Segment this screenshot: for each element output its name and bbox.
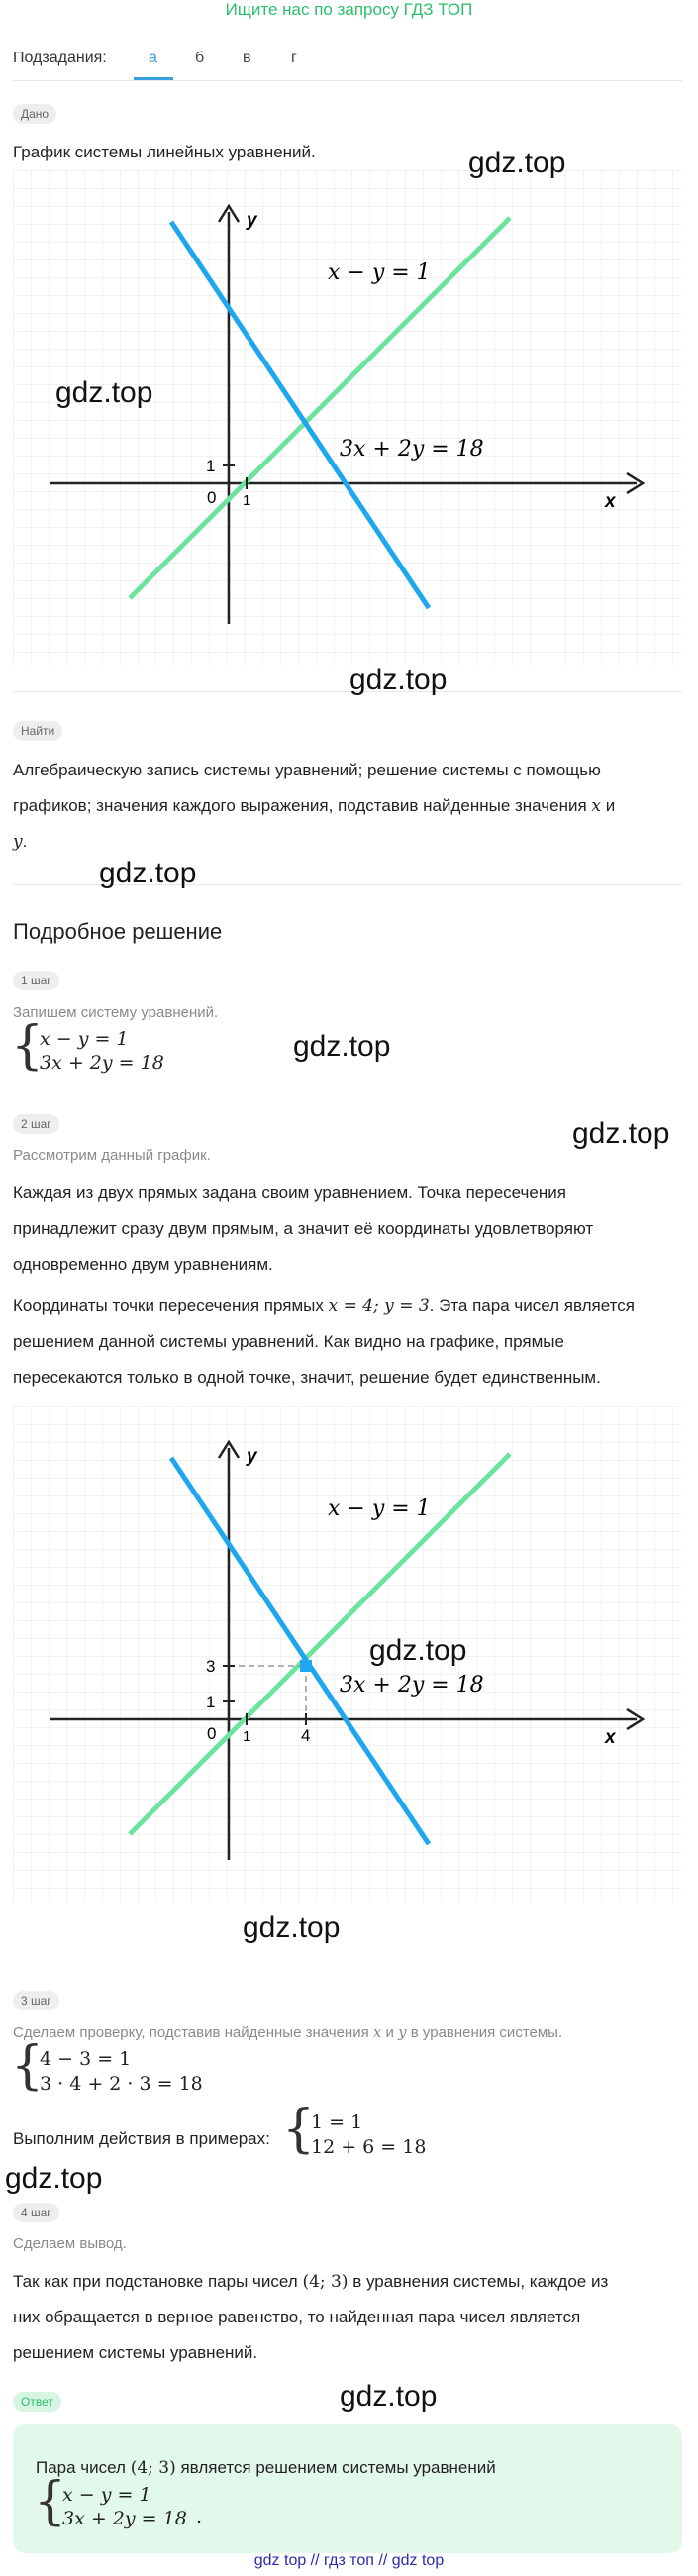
step3-result-brace: { xyxy=(282,2100,316,2159)
step2-p2-text-a: Координаты точки пересечения прямых xyxy=(13,1296,324,1315)
tick-label-y1: 1 xyxy=(206,1693,216,1711)
tick-label-x4: 4 xyxy=(301,1726,311,1745)
given-text: График системы линейных уравнений. xyxy=(13,143,316,161)
step1-pill: 1 шаг xyxy=(13,971,59,990)
eq-green-label: x − y = 1 xyxy=(328,260,431,285)
graph-2 xyxy=(13,1406,682,1902)
step1-brace: { xyxy=(11,1016,45,1076)
step3-res2: 12 + 6 = 18 xyxy=(311,2136,427,2158)
step3-eq2: 3 · 4 + 2 · 3 = 18 xyxy=(40,2073,203,2095)
step4-line1-a: Так как при подстановке пары чисел xyxy=(13,2272,298,2291)
tick-label-y1: 1 xyxy=(206,457,216,475)
step4-pill: 4 шаг xyxy=(13,2203,59,2222)
watermark: gdz.top xyxy=(340,2380,438,2413)
step3-action-text: Выполним действия в примерах: xyxy=(13,2129,270,2148)
step3-caption-a: Сделаем проверку, подставив найденные значения xyxy=(13,2024,369,2041)
tab-v[interactable]: в xyxy=(243,50,251,66)
step4-line2: них обращается в верное равенство, то найденная пара чисел является xyxy=(13,2308,581,2326)
watermark: gdz.top xyxy=(55,376,153,409)
step3-brace: { xyxy=(11,2036,45,2096)
x-label: x xyxy=(605,491,616,512)
find-var-y: y xyxy=(13,832,23,852)
step4-line1-b: в уравнения системы, каждое из xyxy=(352,2272,609,2291)
answer-pair: (4; 3) xyxy=(130,2458,176,2478)
answer-pill: Ответ xyxy=(13,2392,61,2412)
step1-eq1: x − y = 1 xyxy=(40,1028,129,1050)
tab-a[interactable]: а xyxy=(149,50,157,66)
step4-pair: (4; 3) xyxy=(302,2272,349,2292)
tab-g[interactable]: г xyxy=(291,50,297,66)
step2-pill: 2 шаг xyxy=(13,1114,59,1134)
step2-p2-line1 xyxy=(13,1288,635,1324)
graph-1 xyxy=(13,170,682,666)
tick-label-x1: 1 xyxy=(243,1728,251,1745)
answer-line1 xyxy=(36,2450,496,2486)
divider xyxy=(13,691,682,692)
watermark: gdz.top xyxy=(5,2162,103,2195)
eq-blue-label: 3x + 2y = 18 xyxy=(340,437,484,462)
divider xyxy=(13,80,682,81)
origin-label: 0 xyxy=(207,1724,217,1743)
watermark: gdz.top xyxy=(99,857,197,889)
eq-blue-label: 3x + 2y = 18 xyxy=(340,1673,484,1698)
y-label: y xyxy=(247,1446,257,1467)
answer-text-b: является решением системы уравнений xyxy=(180,2458,496,2477)
subtasks-label: Подзадания: xyxy=(13,50,107,66)
find-var-x: x xyxy=(591,796,601,816)
step3-pill: 3 шаг xyxy=(13,1991,59,2010)
step4-line3: решением системы уравнений. xyxy=(13,2343,258,2362)
tick-label-x1: 1 xyxy=(243,492,251,509)
answer-text-a: Пара чисел xyxy=(36,2458,126,2477)
step1-caption: Запишем систему уравнений. xyxy=(13,1004,219,1021)
step3-res1: 1 = 1 xyxy=(311,2112,363,2133)
step2-p2-line3: пересекаются только в одной точке, значит, решение будет единственным. xyxy=(13,1368,601,1387)
step3-eq1: 4 − 3 = 1 xyxy=(40,2048,132,2070)
grid xyxy=(13,1406,682,1902)
tick-label-y3: 3 xyxy=(206,1657,216,1676)
footer-links[interactable]: gdz top // гдз топ // gdz top xyxy=(253,2552,445,2569)
find-dot: . xyxy=(22,832,28,851)
x-label: x xyxy=(605,1727,616,1748)
step1-eq2: 3x + 2y = 18 xyxy=(40,1052,164,1074)
step2-p1-line1: Каждая из двух прямых задана своим уравнением. Точка пересечения xyxy=(13,1184,566,1202)
y-label: y xyxy=(247,210,257,231)
answer-period: . xyxy=(196,2506,203,2527)
tab-b[interactable]: б xyxy=(195,50,205,66)
solution-heading: Подробное решение xyxy=(13,919,223,944)
step2-p2-math: x = 4; y = 3 xyxy=(328,1296,430,1316)
answer-eq1: x − y = 1 xyxy=(62,2484,151,2506)
step2-p2-line2: решением данной системы уравнений. Как видно на графике, прямые xyxy=(13,1332,564,1351)
eq-green-label: x − y = 1 xyxy=(328,1496,431,1521)
origin-label: 0 xyxy=(207,488,217,507)
answer-brace: { xyxy=(34,2472,67,2531)
step4-line1 xyxy=(13,2264,608,2300)
find-line-2-text: графиков; значения каждого выражения, подставив найденные значения xyxy=(13,796,587,815)
step2-caption: Рассмотрим данный график. xyxy=(13,1147,211,1164)
watermark: gdz.top xyxy=(468,147,566,179)
grid xyxy=(13,170,682,666)
watermark: gdz.top xyxy=(572,1117,670,1150)
intersection-point xyxy=(300,1660,312,1672)
step2-p2-text-b: . Эта пара чисел является xyxy=(429,1296,635,1315)
watermark: gdz.top xyxy=(243,1911,341,1944)
answer-eq2: 3x + 2y = 18 xyxy=(62,2508,187,2529)
step3-var-x: x xyxy=(372,2023,382,2041)
given-pill: Дано xyxy=(13,104,56,124)
find-and: и xyxy=(605,796,616,815)
watermark: gdz.top xyxy=(369,1634,467,1667)
watermark: gdz.top xyxy=(293,1030,391,1063)
step3-and: и xyxy=(385,2024,394,2041)
step3-var-y: y xyxy=(398,2023,407,2041)
step4-caption: Сделаем вывод. xyxy=(13,2235,127,2252)
step2-p1-line2: принадлежит сразу двум прямым, а значит её координаты удовлетворяют xyxy=(13,1219,594,1238)
find-pill: Найти xyxy=(13,721,62,741)
step3-caption-b: в уравнения системы. xyxy=(410,2024,563,2041)
find-line-1: Алгебраическую запись системы уравнений; решение системы с помощью xyxy=(13,761,601,779)
find-line-2 xyxy=(13,788,615,824)
top-banner[interactable]: Ищите нас по запросу ГДЗ ТОП xyxy=(225,0,473,19)
step2-p1-line3: одновременно двум уравнениям. xyxy=(13,1255,273,1274)
find-line-3 xyxy=(13,824,27,860)
watermark: gdz.top xyxy=(349,664,448,696)
step3-caption xyxy=(13,2023,562,2041)
